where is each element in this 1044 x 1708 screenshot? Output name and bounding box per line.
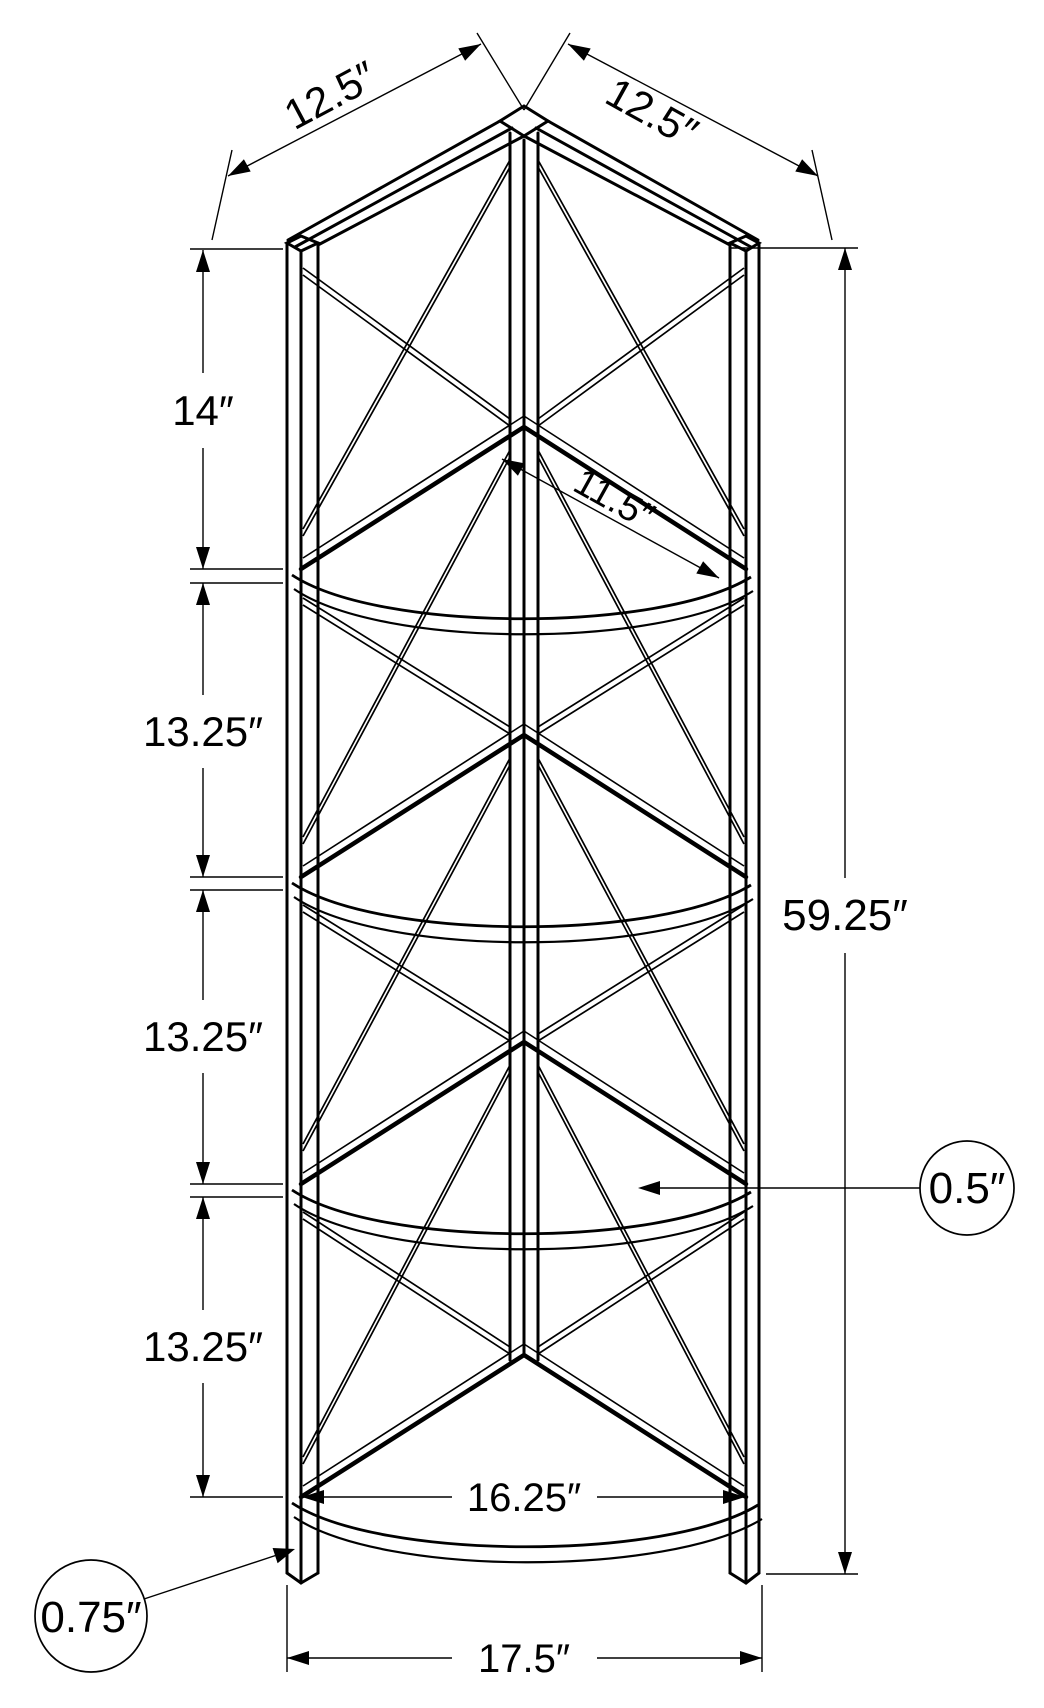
- dim-label-top-right-depth: 12.5″: [598, 68, 706, 157]
- dim-shelf-diagonal: [502, 459, 719, 578]
- dim-overall-width: [287, 1585, 762, 1681]
- dim-label-overall-width: 17.5″: [477, 1637, 571, 1681]
- arrowhead: [458, 44, 481, 61]
- dim-bottom-shelf-width: [302, 1476, 745, 1520]
- arrowhead: [568, 44, 591, 61]
- callout-shelf-thickness: [638, 1141, 1014, 1235]
- left-post: [287, 236, 318, 1583]
- arrowhead: [638, 1181, 660, 1195]
- dim-left-column: [143, 249, 283, 1497]
- dim-label-shelf-diagonal: 11.5″: [566, 460, 661, 539]
- callout-frame-thickness: [35, 1548, 295, 1672]
- dim-top-right-depth: [524, 33, 832, 240]
- dim-label-top-left-depth: 12.5″: [276, 51, 384, 139]
- dim-label-section-3: 13.25″: [143, 1013, 263, 1060]
- dim-label-overall-height: 59.25″: [782, 891, 908, 940]
- dim-label-bottom-shelf-width: 16.25″: [466, 1476, 582, 1520]
- dim-label-section-2: 13.25″: [143, 708, 263, 755]
- dim-overall-height: [730, 248, 908, 1574]
- dim-label-shelf-thickness: 0.5″: [928, 1164, 1006, 1213]
- dim-label-top-section: 14″: [172, 387, 234, 434]
- shelf-4: [292, 1344, 762, 1562]
- dim-label-section-4: 13.25″: [143, 1323, 263, 1370]
- dim-top-left-depth: [212, 33, 524, 240]
- arrowhead: [273, 1548, 295, 1563]
- dim-label-frame-thickness: 0.75″: [40, 1593, 142, 1642]
- arrowhead: [228, 159, 251, 176]
- arrowhead: [696, 561, 719, 578]
